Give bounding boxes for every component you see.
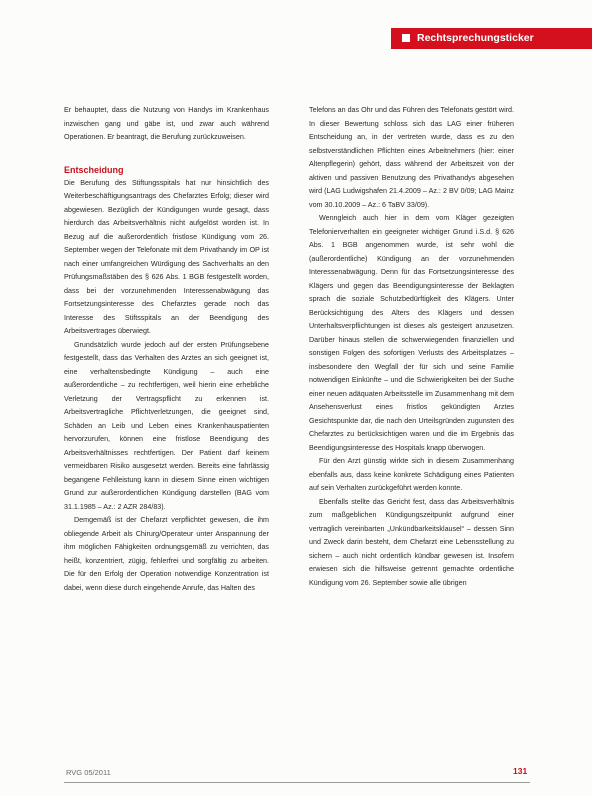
spacer: [64, 145, 269, 163]
left-paragraph-4: Demgemäß ist der Chefarzt verpflichtet gewesen, die ihm obliegende Arbeit als Chirurg/Operateur unter Anspannung der ihm möglichen Fähigkeiten ordnungsgemäß zu verrichten, das heißt, konzentriert, zügig, fehlerfrei und sorgfältig zu arbeiten. Die für den Erfolg der Operation notwendige Konzentration ist dabei, wenn diese durch eingehende Anrufe, das Halten des: [64, 516, 269, 592]
left-text-column: [64, 104, 269, 595]
right-paragraph-3: Für den Arzt günstig wirkte sich in diesem Zusammenhang ebenfalls aus, dass keine konkrete Schädigung eines Patienten auf sein Verhalten zurückgeführt werden konnte.: [309, 457, 514, 492]
right-paragraph-4: Ebenfalls stellte das Gericht fest, dass das Arbeitsverhältnis zum maßgeblichen Kündigungszeitpunkt aufgrund einer vertraglich vereinbarten „Unkündbarkeitsklausel“ – dessen Sinn und Zweck darin besteht, dem Chefarzt eine Lebensstellung zu sichern – auch nicht ordentlich kündbar gewesen ist. Insofern erwiesen sich die hilfsweise getrennt gemachte ordentliche Kündigung vom 26. September sowie alle übrigen: [309, 497, 514, 587]
section-header: [391, 28, 592, 49]
right-text-column: [309, 104, 514, 590]
page-number: 131: [513, 766, 528, 776]
left-paragraph-2: Die Berufung des Stiftungsspitals hat nur hinsichtlich des Weiterbeschäftigungsantrags des Chefarztes Erfolg; dieser wird abgewiesen. Bezüglich der Kündigungen wurde gesagt, dass hierdurch das Arbeitsverhältnis nicht aufgelöst worden ist. In Bezug auf die außerordentlich fristlose Kündigung vom 26. September wegen der Telefonate mit dem Privathandy im OP ist nach einer umfangreichen Würdigung des Sachverhalts an den Prüfungsmaßstäben des § 626 Abs. 1 BGB festgestellt worden, dass bei der vorzunehmenden Interessenabwägung das Fortsetzungsinteresse des Chefarztes gerade noch das Interesse des Stiftsspitals an der Beendigung des Arbeitsvertrages überwiegt.: [64, 178, 269, 335]
section-header-label: Rechtsprechungsticker: [417, 32, 534, 44]
left-paragraph-3: Grundsätzlich wurde jedoch auf der ersten Prüfungsebene festgestellt, dass das Verhalten des Arztes an sich geeignet ist, eine verhaltensbedingte Kündigung – auch eine außerordentliche – zu rechtfertigen, weil hierin eine erhebliche Verletzung der Vertragspflicht zu erkennen ist. Arbeitsvertragliche Pflichtverletzungen, die geeignet sind, Schäden an Leib und Leben eines Krankenhauspatienten hervorzurufen, können eine fristlose Beendigung des Arbeitsverhältnisses rechtfertigen. Der Patient darf keinem vermeidbaren Risiko ausgesetzt werden. Bereits eine fahrlässig begangene Fehlleistung kann in diesem Sinne einen wichtigen Grund zur außerordentlichen Kündigung darstellen (BAG vom 31.1.1985 – Az.: 2 AZR 284/83).: [64, 340, 269, 511]
section-heading: Entscheidung: [64, 164, 124, 175]
page-footer: [0, 764, 592, 786]
square-bullet-icon: [402, 34, 410, 42]
right-paragraph-1: Telefons an das Ohr und das Führen des Telefonats gestört wird. In dieser Bewertung schloss sich das LAG einer früheren Entscheidung an, in der vertreten wurde, dass es zu den selbstverständlichen Pflichten eines Arbeitnehmers (hier: einer Altenpflegerin) gehört, dass während der Arbeitszeit von der aktiven und passiven Benutzung des Privathandys abgesehen wird (LAG Ludwigshafen 21.4.2009 – Az.: 2 BV 0/09; LAG Mainz vom 30.10.2009 – Az.: 6 TaBV 33/09).: [309, 106, 514, 209]
issue-label: RVG 05/2011: [66, 768, 111, 777]
left-paragraph-1: Er behauptet, dass die Nutzung von Handys im Krankenhaus inzwischen gang und gäbe ist, und zwar auch während Operationen. Er beantragt, die Berufung zurückzuweisen.: [64, 106, 269, 141]
footer-rule: [64, 782, 530, 783]
right-paragraph-2: Wenngleich auch hier in dem vom Kläger gezeigten Telefonierverhalten ein geeigneter wichtiger Grund i.S.d. § 626 Abs. 1 BGB angenommen wurde, ist sehr wohl die (außerordentliche) Kündigung an der vorzunehmenden Interessenabwägung. Denn für das Fortsetzungsinteresse des Klägers und gegen das Beendigungsinteresse der Beklagten sprach die soziale Schutzbedürftigkeit des Klägers. Unter Berücksichtigung des Alters des Klägers und dessen Unterhaltsverpflichtungen ist dieses als gesteigert anzusetzen. Darüber hinaus stellen die schwerwiegenden finanziellen und sonstigen Folgen des sofortigen Verlusts des Arbeitsplatzes – insbesondere den Wegfall der für sich und seine Familie notwendigen Einkünfte – und die Schwierigkeiten bei der Suche einer neuen adäquaten Arbeitsstelle im Zusammenhang mit dem Ansehensverlust eines fristlos gekündigten Arztes Gesichtspunkte dar, die nach den Urteilsgründen zugunsten des Chefarztes zu berücksichtigen waren und die im Ergebnis das Beendigungsinteresse des Hospitals knapp überwogen.: [309, 214, 514, 452]
